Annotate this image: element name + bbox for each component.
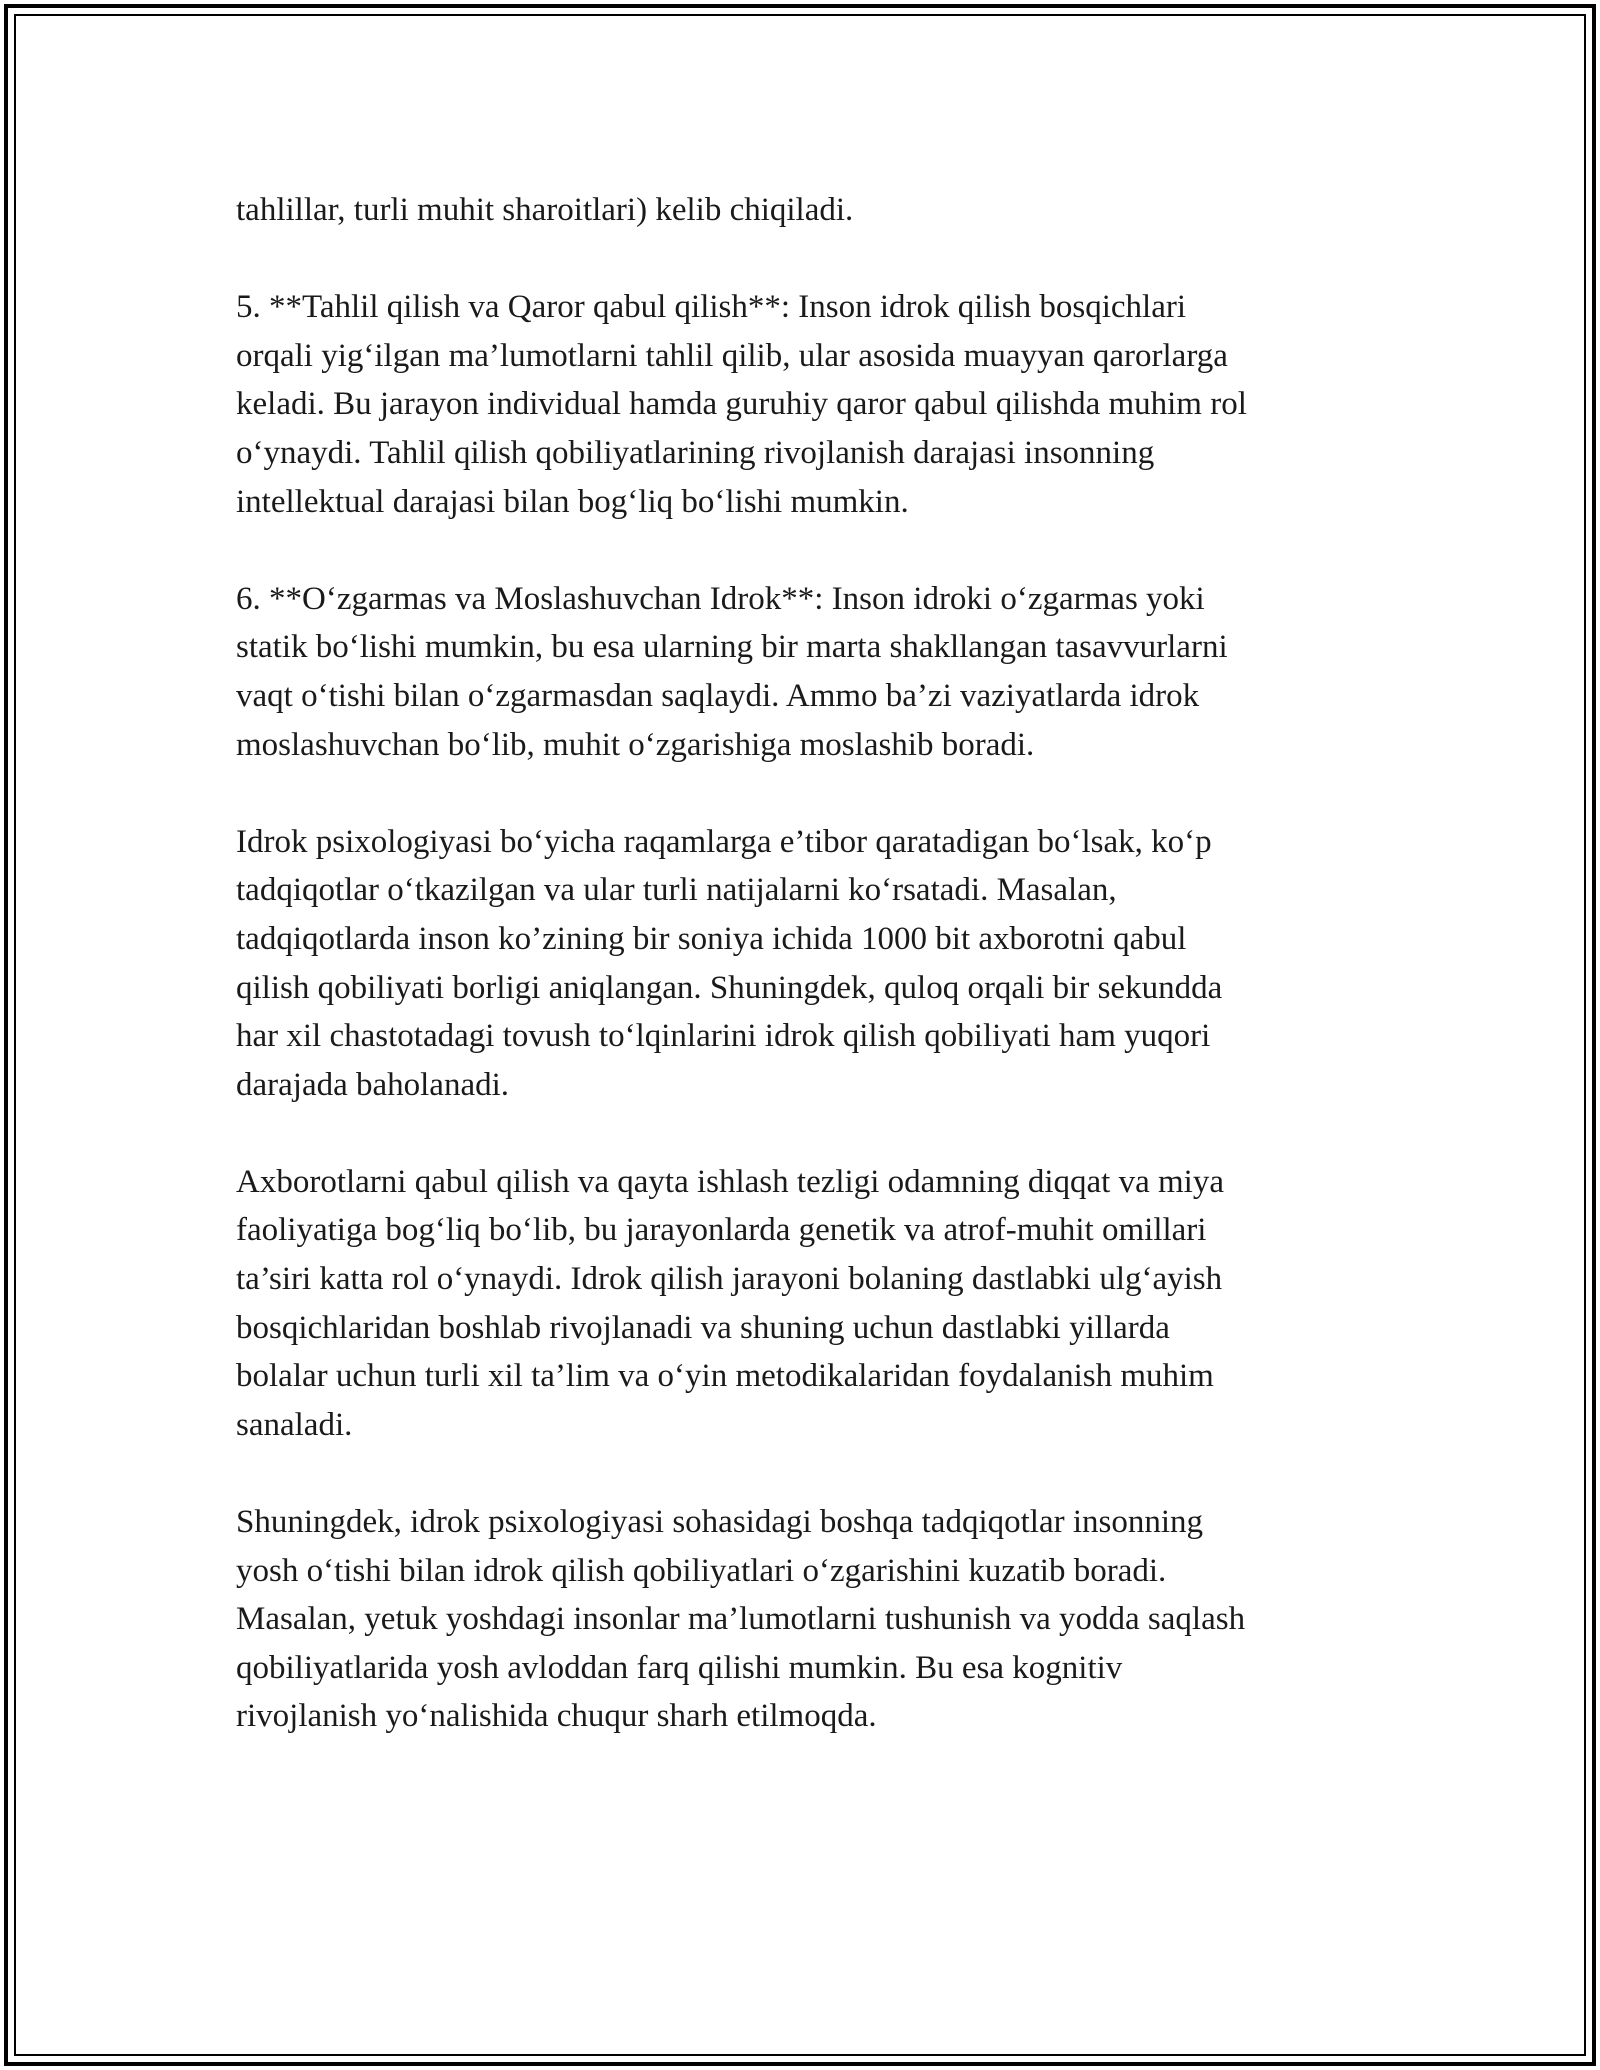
paragraph-item-5: 5. **Tahlil qilish va Qaror qabul qilish**: Inson idrok qilish bosqichlari orqali yig‘ilgan ma’lumotlarni tahlil qilib, ular asosida muayyan qarorlarga keladi. Bu jarayon individual hamda guruhiy qaror qabul qilishda muhim rol o‘ynaydi. Tahlil qilish qobiliyatlarining rivojlanish darajasi insonning intellektual darajasi bilan bog‘liq bo‘lishi mumkin.: [236, 289, 1247, 520]
paragraph-processing-speed: Axborotlarni qabul qilish va qayta ishlash tezligi odamning diqqat va miya faoliyatiga bog‘liq bo‘lib, bu jarayonlarda genetik va atrof-muhit omillari ta’siri katta rol o‘ynaydi. Idrok qilish jarayoni bolaning dastlabki ulg‘ayish bosqichlaridan boshlab rivojlanadi va shuning uchun dastlabki yillarda bolalar uchun turli xil ta’lim va o‘yin metodikalaridan foydalanish muhim sanaladi.: [236, 1163, 1224, 1443]
paragraph-item-6: 6. **O‘zgarmas va Moslashuvchan Idrok**: Inson idroki o‘zgarmas yoki statik bo‘lishi mumkin, bu esa ularning bir marta shakllangan tasavvurlarni vaqt o‘tishi bilan o‘zgarmasdan saqlaydi. Ammo ba’zi vaziyatlarda idrok moslashuvchan bo‘lib, muhit o‘zgarishiga moslashib boradi.: [236, 580, 1228, 763]
paragraph-age-changes: Shuningdek, idrok psixologiyasi sohasidagi boshqa tadqiqotlar insonning yosh o‘tishi bilan idrok qilish qobiliyatlari o‘zgarishini kuzatib boradi. Masalan, yetuk yoshdagi insonlar ma’lumotlarni tushunish va yodda saqlash qobiliyatlarida yosh avloddan farq qilishi mumkin. Bu esa kognitiv rivojlanish yo‘nalishida chuqur sharh etilmoqda.: [236, 1504, 1246, 1735]
document-body: [236, 186, 1376, 1741]
paragraph-research-numbers: Idrok psixologiyasi bo‘yicha raqamlarga e’tibor qaratadigan bo‘lsak, ko‘p tadqiqotlar o‘tkazilgan va ular turli natijalarni ko‘rsatadi. Masalan, tadqiqotlarda inson ko’zining bir soniya ichida 1000 bit axborotni qabul qilish qobiliyati borligi aniqlangan. Shuningdek, quloq orqali bir sekundda har xil chastotadagi tovush to‘lqinlarini idrok qilish qobiliyati ham yuqori darajada baholanadi.: [236, 823, 1223, 1103]
paragraph-continuation: tahlillar, turli muhit sharoitlari) kelib chiqiladi.: [236, 192, 854, 228]
